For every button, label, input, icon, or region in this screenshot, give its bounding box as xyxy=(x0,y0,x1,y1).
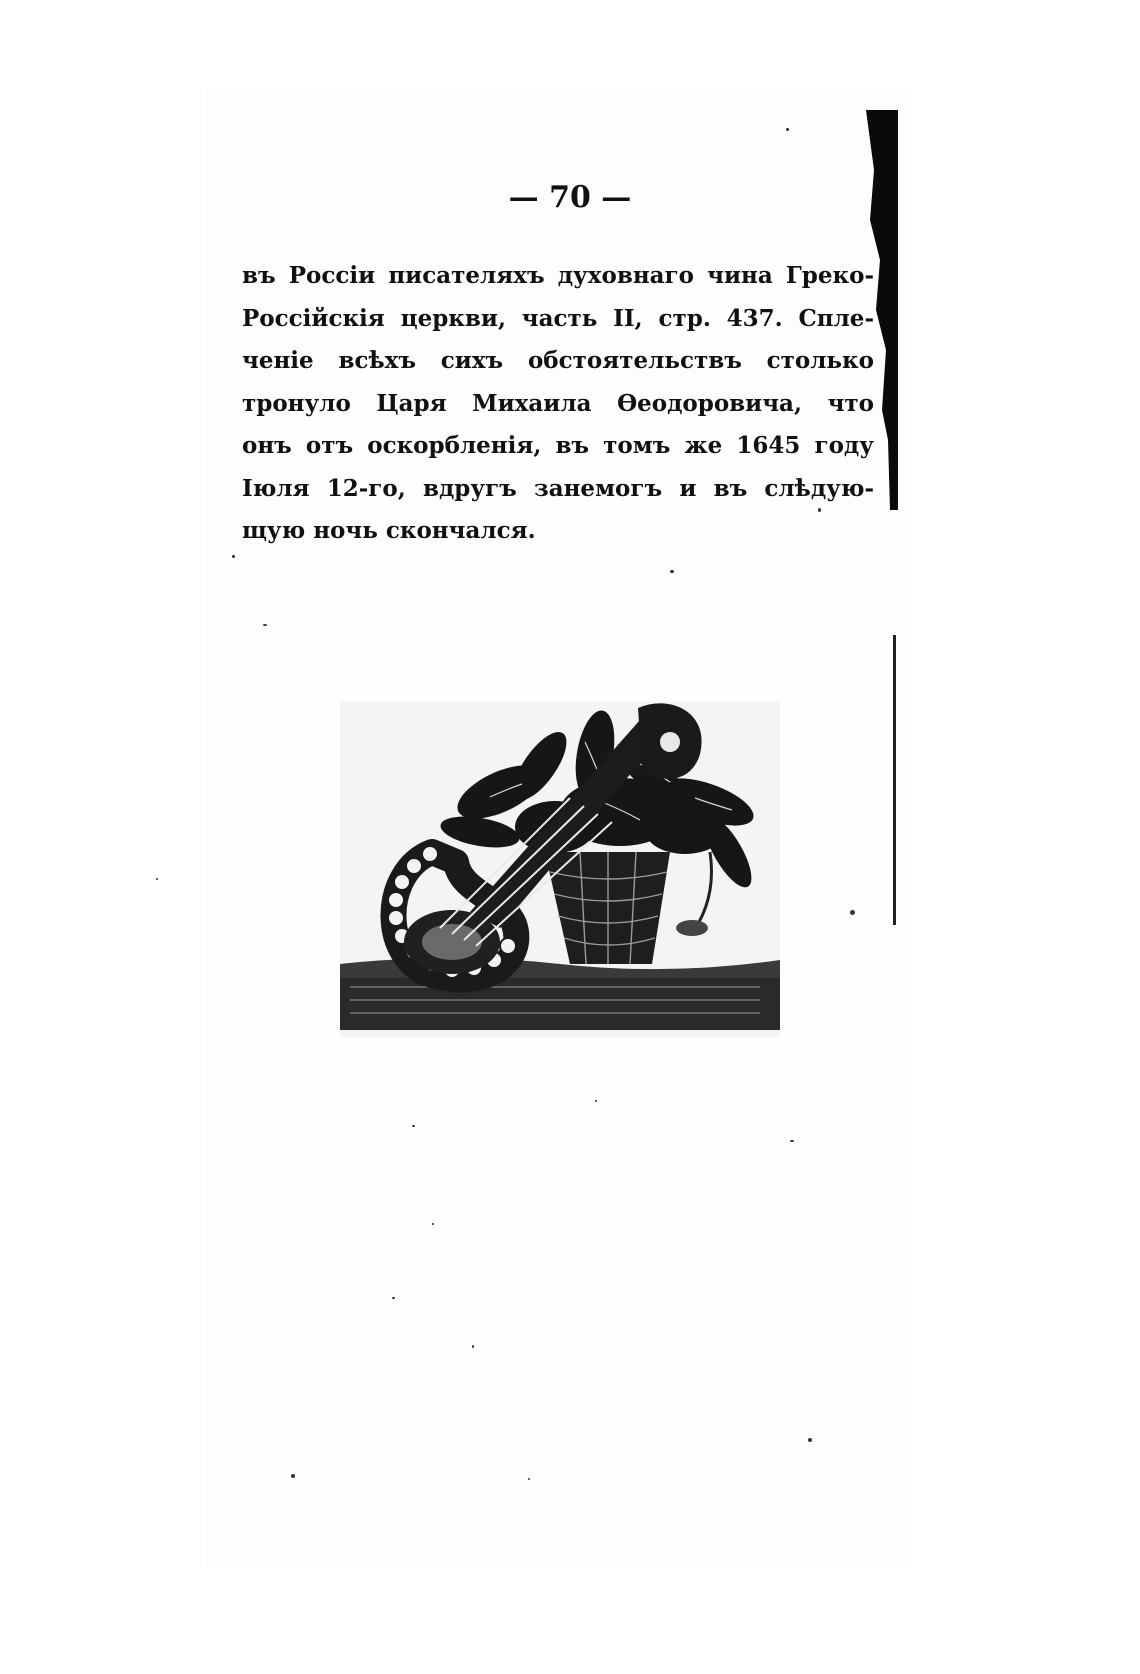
scan-speck xyxy=(412,1125,415,1127)
scan-speck xyxy=(263,624,267,626)
scan-speck xyxy=(595,1100,597,1102)
scan-speck xyxy=(818,508,821,512)
scan-speck xyxy=(786,128,789,131)
text-line: въ Россіи писателяхъ духовнаго чина Греко- xyxy=(242,262,874,289)
scan-speck xyxy=(291,1474,295,1478)
scan-speck xyxy=(670,570,674,573)
text-line: онъ отъ оскорбленія, въ томъ же 1645 году xyxy=(242,432,874,459)
scan-speck xyxy=(528,1478,530,1480)
scan-speck xyxy=(472,1345,474,1348)
scan-speck xyxy=(808,1438,812,1442)
scan-speck xyxy=(850,910,855,915)
text-line: Іюля 12-го, вдругъ занемогъ и въ слѣдую- xyxy=(242,474,874,502)
scan-edge-line xyxy=(893,635,896,925)
lyre-ornament-icon xyxy=(340,702,780,1037)
text-line: тронуло Царя Михаила Ѳеодоровича, что xyxy=(242,389,874,417)
scan-speck xyxy=(232,555,235,558)
scan-speck xyxy=(156,878,158,880)
text-line: щую ночь скончался. xyxy=(242,517,536,544)
body-paragraph xyxy=(242,255,874,553)
scan-speck xyxy=(432,1223,434,1225)
text-line: ченіе всѣхъ сихъ обстоятельствъ столько xyxy=(242,347,874,374)
text-line: Россійскія церкви, часть II, стр. 437. Спле- xyxy=(242,304,874,332)
scan-speck xyxy=(790,1140,794,1142)
scan-speck xyxy=(392,1297,395,1299)
page-number: — 70 — xyxy=(508,180,632,215)
